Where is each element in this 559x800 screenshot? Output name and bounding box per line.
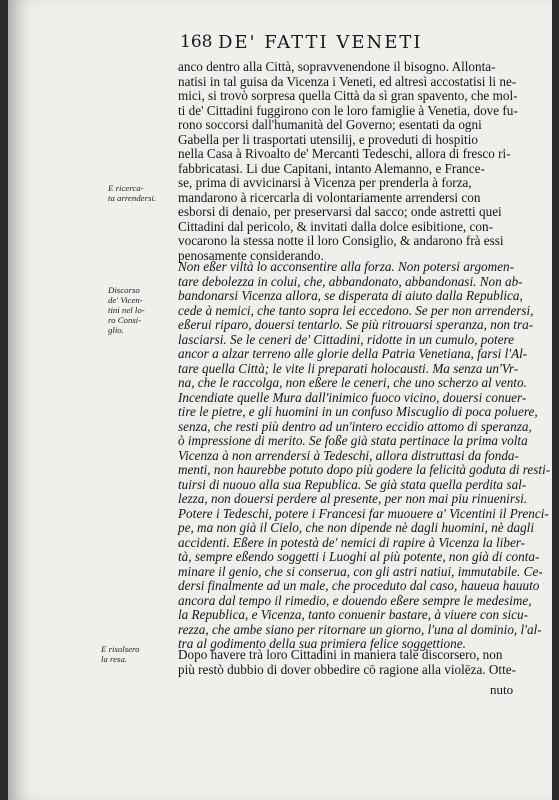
text-line: rezza, che ambe siano per ritornare un giorno, l'una al dominio, l'al-	[178, 621, 542, 637]
text-line: senza, che resti più dentro ad un'intero eccidio attomo di speranza,	[178, 418, 532, 434]
text-line: fabbricatasi. Li due Capitani, intanto Alemanno, e France-	[178, 160, 485, 176]
text-line: ancora dal tempo il rimedio, e douendo eßere sempre le medesime,	[178, 592, 532, 608]
marginal-note-line: de' Vicen-	[108, 295, 143, 305]
marginal-note-council	[108, 285, 164, 335]
text-line: anco dentro alla Città, sopravvenendone il bisogno. Allonta-	[178, 59, 496, 74]
text-line: la Republica, e Vicenza, tanto conuenir bastare, à viuere con sicu-	[178, 607, 528, 622]
text-line: lezza, non douersi perdere al presente, per non mai piu rinuenirsi.	[178, 491, 528, 506]
marginal-note-line: Discorso	[108, 285, 140, 295]
text-line: natisi in tal guisa da Vicenza i Veneti, ed altresì accostatisi li ne-	[178, 73, 517, 89]
text-line: eßerui riparo, douersi tentarlo. Se più ritrouarsi speranza, non tra-	[178, 317, 534, 332]
marginal-note-line: E ricerca-	[108, 183, 144, 193]
text-line: tare quella Città; le vite li preparati holocausti. Ma senza un'Vr-	[178, 360, 519, 376]
marginal-note-request	[108, 183, 164, 203]
text-line: Cittadini dal pericolo, & invitati dalla dolce esibitione, con-	[178, 218, 493, 234]
text-line: tra al godimento della sua primiera felice soggettione.	[178, 636, 466, 651]
book-page	[8, 0, 552, 800]
text-line: Incendiate quelle Mura dall'inimico fuoco vicino, douersi conuer-	[178, 389, 527, 405]
text-line: ò impressione di merito. Se foße già stata pertinace la prima volta	[178, 433, 528, 448]
text-line: pe, ma non già il Cielo, che non dipende nè dagli huomini, nè dagli	[178, 520, 535, 535]
page-header	[158, 32, 498, 54]
text-line: tire le pietre, e gli huomini in un confuso Miscuglio di poca poluere,	[178, 404, 538, 419]
text-line: se, prima di avvicinarsi à Vicenza per prenderla à forza,	[178, 175, 472, 190]
text-line: esborsi di denaio, per preservarsi dal sacco; onde astretti quei	[178, 204, 502, 219]
marginal-note-line: ta arrendersi.	[108, 193, 157, 203]
text-line: vocarono la stessa notte il loro Consiglio, & andarono frà essi	[178, 233, 504, 248]
text-line: na, che le raccolga, non eßere le ceneri, che uno scherzo al vento.	[178, 375, 527, 390]
text-line: bandonarsi Vicenza allora, se disperata di aiuto dalla Republica,	[178, 288, 523, 303]
text-line: mandarono à ricercarla di volontariamente arrendersi con	[178, 189, 481, 205]
paragraph-council-speech	[178, 259, 551, 652]
running-head: DE' FATTI VENETI	[218, 32, 423, 53]
paragraph-narrative	[178, 60, 518, 263]
text-line: lasciarsi. Se le ceneri de' Cittadini, ridotte in un cumulo, potere	[178, 331, 514, 347]
text-line: tà, sempre eßendo soggetti i Luoghi al più potente, non già di conta-	[178, 549, 540, 564]
catchword: nuto	[490, 682, 514, 697]
marginal-note-line: tini nel lo-	[108, 305, 145, 315]
text-line: Potere i Tedeschi, potere i Francesi far muouere a' Vicentini il Prenci-	[178, 505, 549, 521]
text-line: tare debolezza in colui, che, abbandonato, abbandonasi. Non ab-	[178, 273, 523, 289]
text-line: menti, non haurebbe potuto dopo più godere la felicità goduta di resti-	[178, 462, 551, 477]
marginal-note-line: la resa.	[101, 654, 128, 664]
text-line: Dopo havere trà loro Cittadini in maniera tale discorsero, non	[178, 647, 503, 662]
text-line: tuirsi di nuouo alla sua Republica. Se già stata quella perdita sal-	[178, 476, 527, 492]
text-line: Gabella per li trasportati utensilij, e proveduti di hospitio	[178, 131, 478, 147]
text-line: penosamente considerando.	[178, 247, 324, 263]
text-line: ancor a alzar terreno alle glorie della Patria Venetiana, farsi l'Al-	[178, 346, 528, 361]
text-line: minare il genio, che si conserua, con gli astri natiui, immutabile. Ce-	[178, 563, 543, 579]
text-line: cede à nemici, che tanto sopra lei eccedono. Se per non arrendersi,	[178, 302, 534, 318]
text-line: dersi finalmente ad un male, che proceduto dal caso, haueua hauuto	[178, 578, 540, 593]
text-line: nella Casa à Rivoalto de' Mercanti Tedeschi, allora di fresco ri-	[178, 146, 511, 161]
text-line: mici, si trovò sorpresa quella Città da sì gran spavento, che mol-	[178, 88, 518, 103]
text-line: più restò dubbio di dover obbedire cō ragione alla violēza. Otte-	[178, 661, 517, 677]
paragraph-resolution	[178, 648, 518, 677]
marginal-note-line: E risolsero	[101, 644, 140, 654]
text-line: Vicenza à non arrendersi à Tedeschi, allora distruttasi da fonda-	[178, 447, 519, 463]
text-line: rono soccorsi dall'humanità del Governo; esentati da ogni	[178, 117, 482, 132]
page-number: 168	[180, 32, 213, 52]
marginal-note-line: ro Consi-	[108, 315, 142, 325]
text-line: Non eßer viltà lo acconsentire alla forza. Non potersi argomen-	[178, 259, 515, 274]
text-line: accidenti. Eßere in potestà de' nemici di rapire à Vicenza la liber-	[178, 534, 526, 550]
marginal-note-line: glio.	[108, 325, 124, 335]
marginal-note-surrender	[101, 644, 157, 664]
text-line: ti de' Cittadini fuggirono con le loro famiglie à Venetia, dove fu-	[178, 102, 518, 118]
